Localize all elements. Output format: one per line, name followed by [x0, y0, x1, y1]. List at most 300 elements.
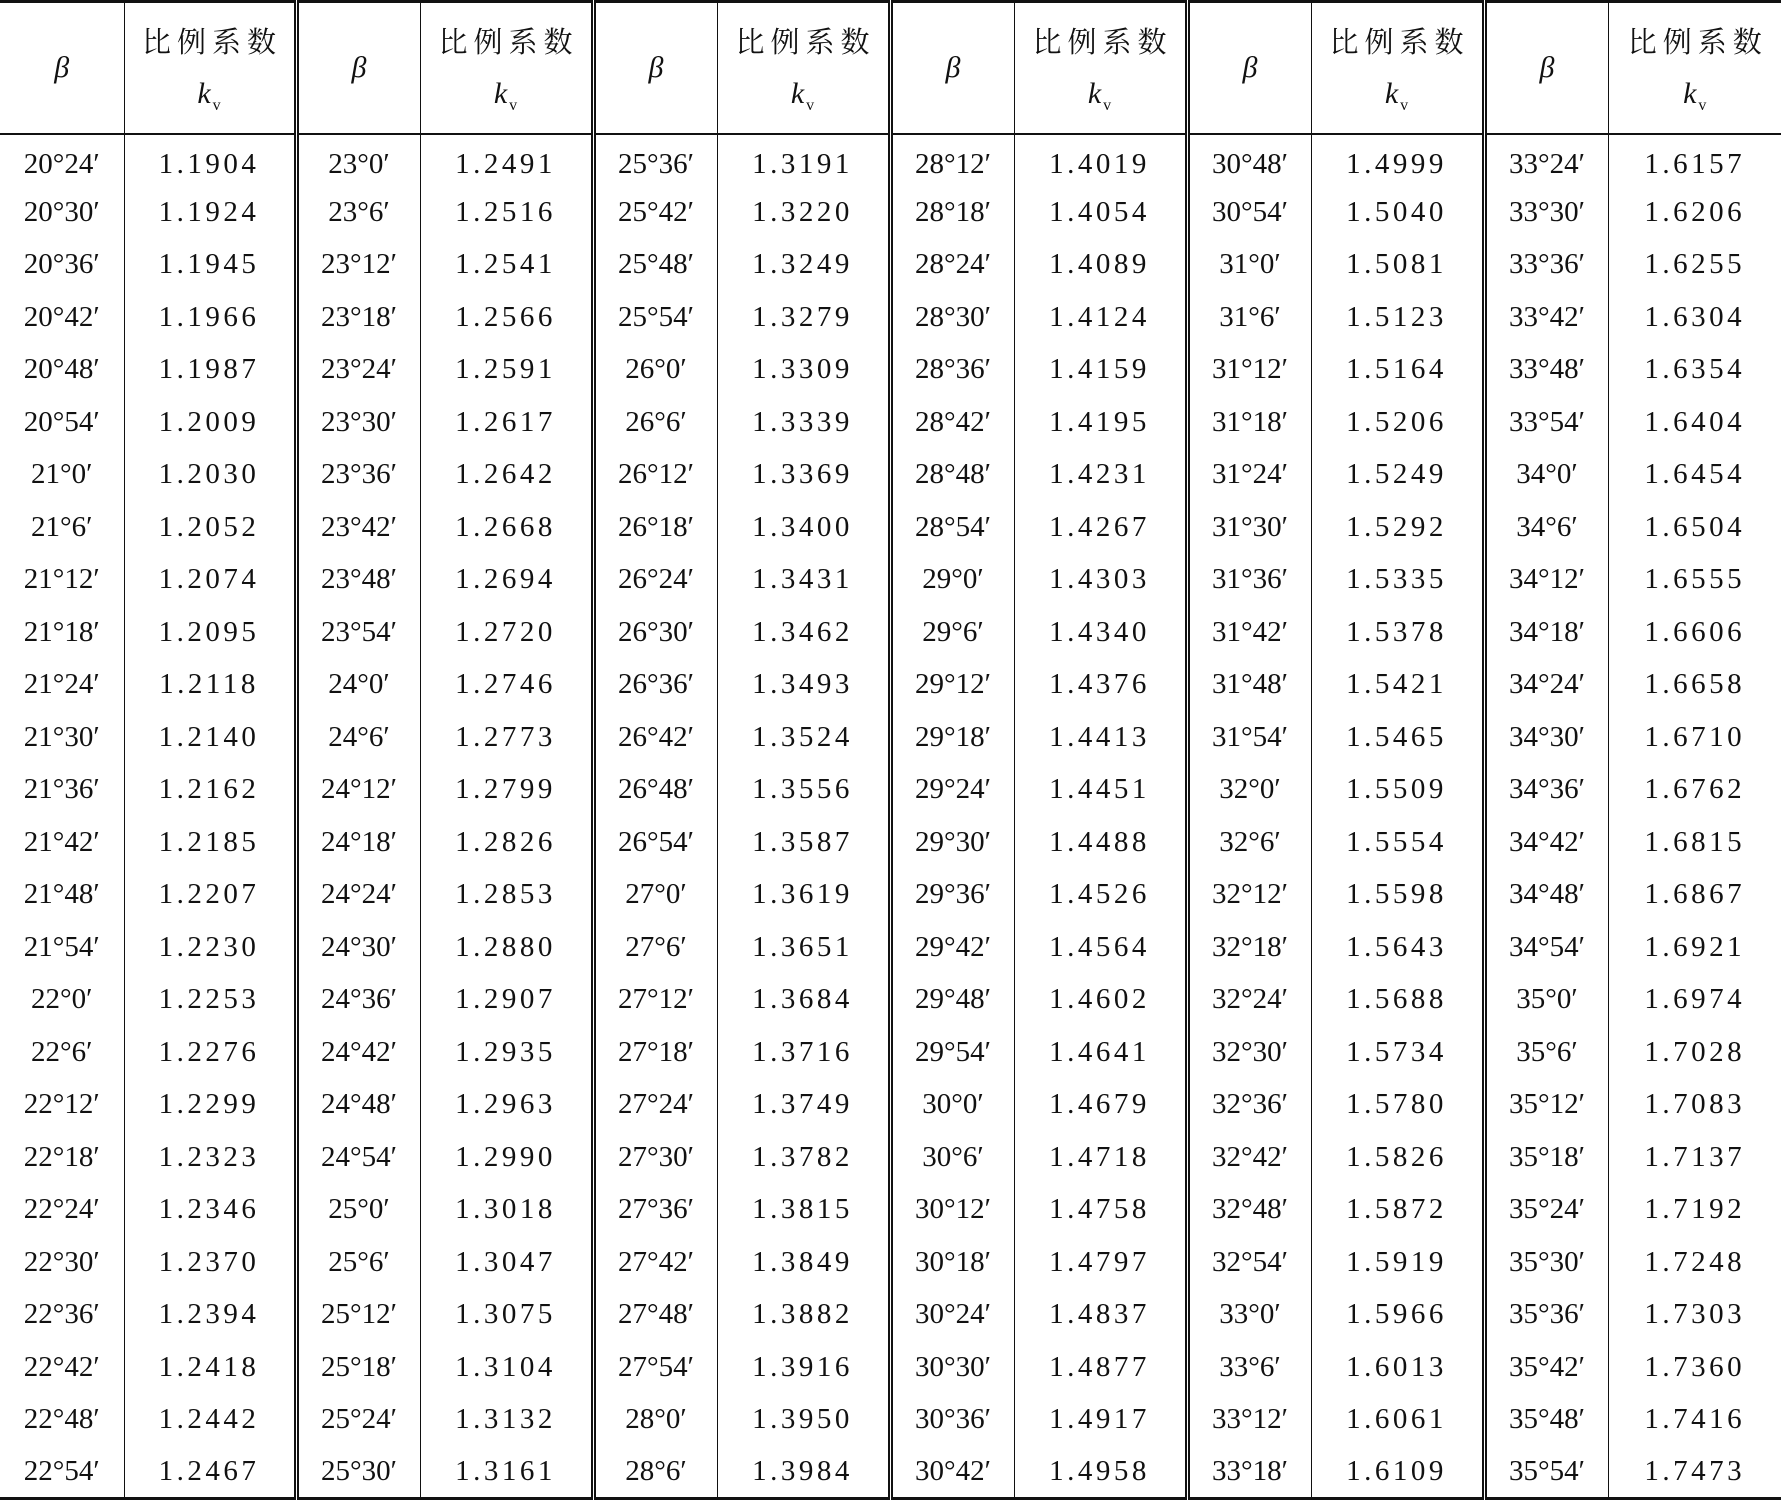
kv-cell: 1.6304 — [1644, 300, 1746, 333]
coef-symbol-k: k — [197, 77, 211, 111]
beta-cell: 25°30′ — [296, 1446, 420, 1499]
kv-cell: 1.4602 — [1014, 974, 1187, 1027]
kv-cell: 1.3849 — [717, 1236, 890, 1289]
beta-cell: 35°48′ — [1484, 1394, 1608, 1447]
kv-cell: 1.1966 — [124, 291, 296, 344]
kv-cell: 1.2276 — [124, 1026, 296, 1079]
kv-cell: 1.3191 — [717, 134, 890, 187]
kv-cell: 1.4054 — [1014, 186, 1187, 239]
kv-cell: 1.4124 — [1014, 291, 1187, 344]
beta-cell: 22°18′ — [0, 1131, 124, 1184]
coef-subscript-v: v — [1400, 97, 1409, 115]
kv-cell: 1.2773 — [420, 711, 593, 764]
beta-cell: 21°18′ — [0, 606, 124, 659]
beta-cell: 26°54′ — [593, 816, 717, 869]
kv-cell: 1.6815 — [1644, 825, 1746, 858]
table-row — [0, 1446, 1781, 1499]
coef-symbol — [718, 77, 888, 115]
beta-cell: 21°6′ — [0, 501, 124, 554]
beta-cell: 34°24′ — [1484, 659, 1608, 712]
kv-cell: 1.6013 — [1311, 1341, 1484, 1394]
beta-cell: 23°54′ — [296, 606, 420, 659]
coef-symbol — [1609, 77, 1781, 115]
kv-cell: 1.2990 — [420, 1131, 593, 1184]
kv-cell: 1.6867 — [1644, 878, 1746, 911]
coef-label: 比例系数 — [141, 25, 282, 60]
kv-cell: 1.3916 — [717, 1341, 890, 1394]
kv-cell: 1.2230 — [124, 921, 296, 974]
beta-cell: 29°48′ — [890, 974, 1014, 1027]
kv-cell: 1.3400 — [717, 501, 890, 554]
kv-cell: 1.1945 — [124, 239, 296, 292]
kv-cell: 1.5292 — [1311, 501, 1484, 554]
beta-cell: 25°12′ — [296, 1289, 420, 1342]
beta-cell: 27°30′ — [593, 1131, 717, 1184]
kv-cell: 1.3339 — [717, 396, 890, 449]
kv-cell: 1.5081 — [1311, 239, 1484, 292]
beta-cell: 27°18′ — [593, 1026, 717, 1079]
kv-cell: 1.2207 — [124, 869, 296, 922]
kv-cell: 1.3716 — [717, 1026, 890, 1079]
kv-cell: 1.3815 — [717, 1184, 890, 1237]
kv-cell: 1.6109 — [1311, 1446, 1484, 1499]
coef-symbol-k: k — [1384, 77, 1399, 111]
beta-cell: 29°42′ — [890, 921, 1014, 974]
header-coef-5 — [1311, 2, 1484, 134]
table-body — [0, 134, 1781, 1499]
kv-cell: 1.6710 — [1644, 720, 1746, 753]
table-row — [0, 1394, 1781, 1447]
beta-cell: 32°36′ — [1187, 1079, 1311, 1132]
coef-label: 比例系数 — [1329, 25, 1470, 60]
beta-cell: 24°0′ — [296, 659, 420, 712]
header-beta-4: β — [890, 2, 1014, 134]
kv-cell: 1.3462 — [717, 606, 890, 659]
kv-cell: 1.5780 — [1311, 1079, 1484, 1132]
beta-cell: 24°18′ — [296, 816, 420, 869]
kv-cell: 1.4195 — [1014, 396, 1187, 449]
coef-symbol — [421, 77, 591, 115]
kv-cell: 1.2491 — [420, 134, 593, 187]
beta-cell: 25°42′ — [593, 186, 717, 239]
kv-cell: 1.7192 — [1644, 1193, 1746, 1226]
beta-cell: 22°6′ — [0, 1026, 124, 1079]
beta-cell: 28°42′ — [890, 396, 1014, 449]
kv-cell: 1.4267 — [1014, 501, 1187, 554]
beta-cell: 33°42′ — [1484, 291, 1608, 344]
beta-cell: 20°30′ — [0, 186, 124, 239]
beta-cell: 25°6′ — [296, 1236, 420, 1289]
kv-cell: 1.3104 — [420, 1341, 593, 1394]
beta-cell: 22°12′ — [0, 1079, 124, 1132]
table-row — [0, 1079, 1781, 1132]
beta-cell: 32°48′ — [1187, 1184, 1311, 1237]
header-row — [0, 2, 1781, 134]
beta-cell: 28°24′ — [890, 239, 1014, 292]
kv-cell: 1.3882 — [717, 1289, 890, 1342]
kv-cell: 1.4999 — [1311, 134, 1484, 187]
beta-cell: 26°24′ — [593, 554, 717, 607]
kv-cell: 1.2030 — [124, 449, 296, 502]
coef-symbol — [125, 77, 294, 115]
kv-cell: 1.5123 — [1311, 291, 1484, 344]
beta-cell: 33°12′ — [1187, 1394, 1311, 1447]
beta-cell: 24°42′ — [296, 1026, 420, 1079]
table-header — [0, 2, 1781, 134]
beta-cell: 34°18′ — [1484, 606, 1608, 659]
kv-cell: 1.3132 — [420, 1394, 593, 1447]
beta-cell: 32°18′ — [1187, 921, 1311, 974]
kv-cell: 1.5966 — [1311, 1289, 1484, 1342]
beta-cell: 22°36′ — [0, 1289, 124, 1342]
kv-cell: 1.1904 — [124, 134, 296, 187]
kv-cell: 1.2746 — [420, 659, 593, 712]
kv-cell: 1.6454 — [1644, 458, 1746, 491]
beta-cell: 29°12′ — [890, 659, 1014, 712]
beta-cell: 23°42′ — [296, 501, 420, 554]
kv-cell: 1.2907 — [420, 974, 593, 1027]
kv-cell: 1.2140 — [124, 711, 296, 764]
table-row — [0, 396, 1781, 449]
kv-cell: 1.2442 — [124, 1394, 296, 1447]
beta-cell: 34°30′ — [1484, 711, 1608, 764]
kv-cell: 1.5554 — [1311, 816, 1484, 869]
beta-cell: 35°54′ — [1484, 1446, 1608, 1499]
kv-cell: 1.5249 — [1311, 449, 1484, 502]
table-row — [0, 134, 1781, 187]
table-row — [0, 449, 1781, 502]
beta-cell: 34°36′ — [1484, 764, 1608, 817]
kv-cell: 1.7248 — [1644, 1245, 1746, 1278]
beta-cell: 25°24′ — [296, 1394, 420, 1447]
beta-cell: 32°12′ — [1187, 869, 1311, 922]
kv-cell: 1.7360 — [1644, 1350, 1746, 1383]
kv-cell: 1.5378 — [1311, 606, 1484, 659]
kv-cell: 1.2935 — [420, 1026, 593, 1079]
table-row — [0, 186, 1781, 239]
kv-cell: 1.4837 — [1014, 1289, 1187, 1342]
beta-cell: 32°24′ — [1187, 974, 1311, 1027]
kv-cell: 1.4797 — [1014, 1236, 1187, 1289]
kv-cell: 1.4526 — [1014, 869, 1187, 922]
kv-cell: 1.2963 — [420, 1079, 593, 1132]
header-coef-1 — [124, 2, 296, 134]
kv-cell: 1.4376 — [1014, 659, 1187, 712]
kv-cell: 1.3651 — [717, 921, 890, 974]
beta-cell: 33°30′ — [1484, 186, 1608, 239]
kv-cell: 1.2668 — [420, 501, 593, 554]
kv-cell: 1.7137 — [1644, 1140, 1746, 1173]
kv-cell: 1.5421 — [1311, 659, 1484, 712]
kv-cell: 1.3619 — [717, 869, 890, 922]
beta-cell: 32°30′ — [1187, 1026, 1311, 1079]
beta-cell: 21°24′ — [0, 659, 124, 712]
coef-subscript-v: v — [806, 97, 815, 115]
beta-cell: 22°24′ — [0, 1184, 124, 1237]
coef-subscript-v: v — [509, 97, 518, 115]
header-coef-3 — [717, 2, 890, 134]
coef-symbol-k: k — [790, 77, 805, 111]
beta-cell: 24°24′ — [296, 869, 420, 922]
beta-cell: 30°24′ — [890, 1289, 1014, 1342]
kv-cell: 1.5872 — [1311, 1184, 1484, 1237]
beta-cell: 24°54′ — [296, 1131, 420, 1184]
beta-cell: 23°18′ — [296, 291, 420, 344]
beta-cell: 33°24′ — [1484, 134, 1608, 187]
kv-cell: 1.5688 — [1311, 974, 1484, 1027]
kv-cell: 1.3249 — [717, 239, 890, 292]
kv-cell: 1.7416 — [1644, 1403, 1746, 1436]
kv-cell: 1.7083 — [1644, 1088, 1746, 1121]
beta-cell: 29°0′ — [890, 554, 1014, 607]
beta-cell: 24°48′ — [296, 1079, 420, 1132]
kv-cell: 1.3556 — [717, 764, 890, 817]
beta-cell: 22°54′ — [0, 1446, 124, 1499]
beta-cell: 27°6′ — [593, 921, 717, 974]
kv-cell: 1.2853 — [420, 869, 593, 922]
beta-cell: 34°42′ — [1484, 816, 1608, 869]
kv-cell: 1.2074 — [124, 554, 296, 607]
kv-cell: 1.2118 — [124, 659, 296, 712]
beta-cell: 27°36′ — [593, 1184, 717, 1237]
coef-label: 比例系数 — [735, 25, 876, 60]
kv-cell: 1.5919 — [1311, 1236, 1484, 1289]
beta-cell: 22°48′ — [0, 1394, 124, 1447]
beta-cell: 27°24′ — [593, 1079, 717, 1132]
kv-cell: 1.6157 — [1644, 147, 1746, 180]
kv-cell: 1.7028 — [1644, 1035, 1746, 1068]
kv-cell: 1.2617 — [420, 396, 593, 449]
kv-cell: 1.4758 — [1014, 1184, 1187, 1237]
beta-cell: 28°36′ — [890, 344, 1014, 397]
beta-cell: 35°0′ — [1484, 974, 1608, 1027]
beta-cell: 31°6′ — [1187, 291, 1311, 344]
kv-cell: 1.5734 — [1311, 1026, 1484, 1079]
beta-cell: 25°36′ — [593, 134, 717, 187]
beta-cell: 23°12′ — [296, 239, 420, 292]
kv-cell: 1.4877 — [1014, 1341, 1187, 1394]
beta-cell: 26°42′ — [593, 711, 717, 764]
kv-cell: 1.6974 — [1644, 983, 1746, 1016]
kv-cell: 1.3749 — [717, 1079, 890, 1132]
beta-cell: 22°30′ — [0, 1236, 124, 1289]
beta-cell: 27°48′ — [593, 1289, 717, 1342]
table-row — [0, 921, 1781, 974]
beta-cell: 28°54′ — [890, 501, 1014, 554]
header-beta-6: β — [1484, 2, 1608, 134]
kv-cell: 1.6061 — [1311, 1394, 1484, 1447]
kv-cell: 1.4340 — [1014, 606, 1187, 659]
beta-cell: 30°0′ — [890, 1079, 1014, 1132]
header-coef-2 — [420, 2, 593, 134]
coef-label: 比例系数 — [1627, 25, 1768, 60]
beta-cell: 30°12′ — [890, 1184, 1014, 1237]
coef-symbol — [1312, 77, 1482, 115]
beta-cell: 23°48′ — [296, 554, 420, 607]
kv-cell: 1.3984 — [717, 1446, 890, 1499]
kv-cell: 1.2880 — [420, 921, 593, 974]
beta-cell: 23°30′ — [296, 396, 420, 449]
table-row — [0, 344, 1781, 397]
table-row — [0, 711, 1781, 764]
beta-cell: 26°0′ — [593, 344, 717, 397]
beta-cell: 27°12′ — [593, 974, 717, 1027]
kv-cell: 1.3493 — [717, 659, 890, 712]
kv-cell: 1.4231 — [1014, 449, 1187, 502]
beta-cell: 33°48′ — [1484, 344, 1608, 397]
kv-cell: 1.4451 — [1014, 764, 1187, 817]
header-beta-5: β — [1187, 2, 1311, 134]
kv-cell: 1.3524 — [717, 711, 890, 764]
beta-cell: 24°36′ — [296, 974, 420, 1027]
kv-cell: 1.5206 — [1311, 396, 1484, 449]
coef-symbol — [1015, 77, 1185, 115]
beta-cell: 26°36′ — [593, 659, 717, 712]
beta-cell: 32°0′ — [1187, 764, 1311, 817]
beta-cell: 29°54′ — [890, 1026, 1014, 1079]
beta-cell: 25°54′ — [593, 291, 717, 344]
kv-cell: 1.2467 — [124, 1446, 296, 1499]
kv-cell: 1.4089 — [1014, 239, 1187, 292]
kv-cell: 1.4641 — [1014, 1026, 1187, 1079]
beta-cell: 21°0′ — [0, 449, 124, 502]
beta-cell: 31°24′ — [1187, 449, 1311, 502]
beta-cell: 27°42′ — [593, 1236, 717, 1289]
header-beta-1: β — [0, 2, 124, 134]
kv-cell: 1.4488 — [1014, 816, 1187, 869]
beta-cell: 30°42′ — [890, 1446, 1014, 1499]
kv-cell: 1.6555 — [1644, 563, 1746, 596]
beta-cell: 24°6′ — [296, 711, 420, 764]
table-row — [0, 501, 1781, 554]
beta-cell: 30°36′ — [890, 1394, 1014, 1447]
kv-cell: 1.3220 — [717, 186, 890, 239]
beta-cell: 35°12′ — [1484, 1079, 1608, 1132]
kv-cell: 1.6504 — [1644, 510, 1746, 543]
table-row — [0, 1236, 1781, 1289]
beta-cell: 25°0′ — [296, 1184, 420, 1237]
kv-cell: 1.6658 — [1644, 668, 1746, 701]
kv-cell: 1.2346 — [124, 1184, 296, 1237]
beta-cell: 21°54′ — [0, 921, 124, 974]
beta-cell: 33°6′ — [1187, 1341, 1311, 1394]
kv-cell: 1.5826 — [1311, 1131, 1484, 1184]
beta-cell: 21°36′ — [0, 764, 124, 817]
table-row — [0, 659, 1781, 712]
coef-label: 比例系数 — [1032, 25, 1173, 60]
table-row — [0, 869, 1781, 922]
table-row — [0, 239, 1781, 292]
kv-cell: 1.2591 — [420, 344, 593, 397]
table-row — [0, 1341, 1781, 1394]
kv-cell: 1.4019 — [1014, 134, 1187, 187]
beta-cell: 31°0′ — [1187, 239, 1311, 292]
kv-cell: 1.4917 — [1014, 1394, 1187, 1447]
kv-cell: 1.3161 — [420, 1446, 593, 1499]
coef-subscript-v: v — [1103, 97, 1112, 115]
kv-cell: 1.6354 — [1644, 353, 1746, 386]
kv-cell: 1.1987 — [124, 344, 296, 397]
kv-cell: 1.2826 — [420, 816, 593, 869]
beta-cell: 20°54′ — [0, 396, 124, 449]
beta-cell: 30°6′ — [890, 1131, 1014, 1184]
table-row — [0, 1184, 1781, 1237]
kv-cell: 1.3279 — [717, 291, 890, 344]
coef-label: 比例系数 — [438, 25, 579, 60]
kv-cell: 1.3075 — [420, 1289, 593, 1342]
kv-cell: 1.2799 — [420, 764, 593, 817]
beta-cell: 31°18′ — [1187, 396, 1311, 449]
kv-cell: 1.4718 — [1014, 1131, 1187, 1184]
beta-cell: 32°42′ — [1187, 1131, 1311, 1184]
kv-cell: 1.7303 — [1644, 1298, 1746, 1331]
kv-cell: 1.6404 — [1644, 405, 1746, 438]
beta-cell: 28°30′ — [890, 291, 1014, 344]
beta-cell: 31°48′ — [1187, 659, 1311, 712]
kv-cell: 1.2185 — [124, 816, 296, 869]
beta-cell: 28°48′ — [890, 449, 1014, 502]
beta-cell: 26°30′ — [593, 606, 717, 659]
beta-cell: 31°12′ — [1187, 344, 1311, 397]
beta-cell: 30°54′ — [1187, 186, 1311, 239]
kv-cell: 1.2253 — [124, 974, 296, 1027]
beta-cell: 32°54′ — [1187, 1236, 1311, 1289]
kv-cell: 1.2516 — [420, 186, 593, 239]
kv-cell: 1.3431 — [717, 554, 890, 607]
coef-symbol-k: k — [493, 77, 508, 111]
header-beta-3: β — [593, 2, 717, 134]
kv-cell: 1.1924 — [124, 186, 296, 239]
table-row — [0, 606, 1781, 659]
beta-cell: 29°30′ — [890, 816, 1014, 869]
beta-cell: 35°24′ — [1484, 1184, 1608, 1237]
beta-cell: 20°42′ — [0, 291, 124, 344]
coef-subscript-v: v — [212, 97, 221, 115]
kv-cell: 1.2299 — [124, 1079, 296, 1132]
kv-cell: 1.2566 — [420, 291, 593, 344]
beta-cell: 25°48′ — [593, 239, 717, 292]
kv-cell: 1.3684 — [717, 974, 890, 1027]
beta-cell: 34°54′ — [1484, 921, 1608, 974]
beta-cell: 35°18′ — [1484, 1131, 1608, 1184]
coef-subscript-v: v — [1698, 97, 1707, 115]
kv-cell: 1.5335 — [1311, 554, 1484, 607]
beta-cell: 30°18′ — [890, 1236, 1014, 1289]
beta-cell: 31°30′ — [1187, 501, 1311, 554]
beta-cell: 28°6′ — [593, 1446, 717, 1499]
beta-cell: 26°48′ — [593, 764, 717, 817]
beta-cell: 30°48′ — [1187, 134, 1311, 187]
beta-cell: 20°36′ — [0, 239, 124, 292]
kv-cell: 1.5643 — [1311, 921, 1484, 974]
kv-cell: 1.6606 — [1644, 615, 1746, 648]
kv-cell: 1.4303 — [1014, 554, 1187, 607]
beta-cell: 22°42′ — [0, 1341, 124, 1394]
kv-cell: 1.2162 — [124, 764, 296, 817]
beta-cell: 26°6′ — [593, 396, 717, 449]
kv-cell: 1.3369 — [717, 449, 890, 502]
beta-cell: 21°42′ — [0, 816, 124, 869]
beta-cell: 28°18′ — [890, 186, 1014, 239]
beta-cell: 33°54′ — [1484, 396, 1608, 449]
beta-cell: 35°6′ — [1484, 1026, 1608, 1079]
kv-cell: 1.7473 — [1608, 1446, 1781, 1499]
table-row — [0, 1289, 1781, 1342]
kv-cell: 1.3018 — [420, 1184, 593, 1237]
beta-cell: 33°18′ — [1187, 1446, 1311, 1499]
kv-cell: 1.6762 — [1644, 773, 1746, 806]
kv-cell: 1.5509 — [1311, 764, 1484, 817]
